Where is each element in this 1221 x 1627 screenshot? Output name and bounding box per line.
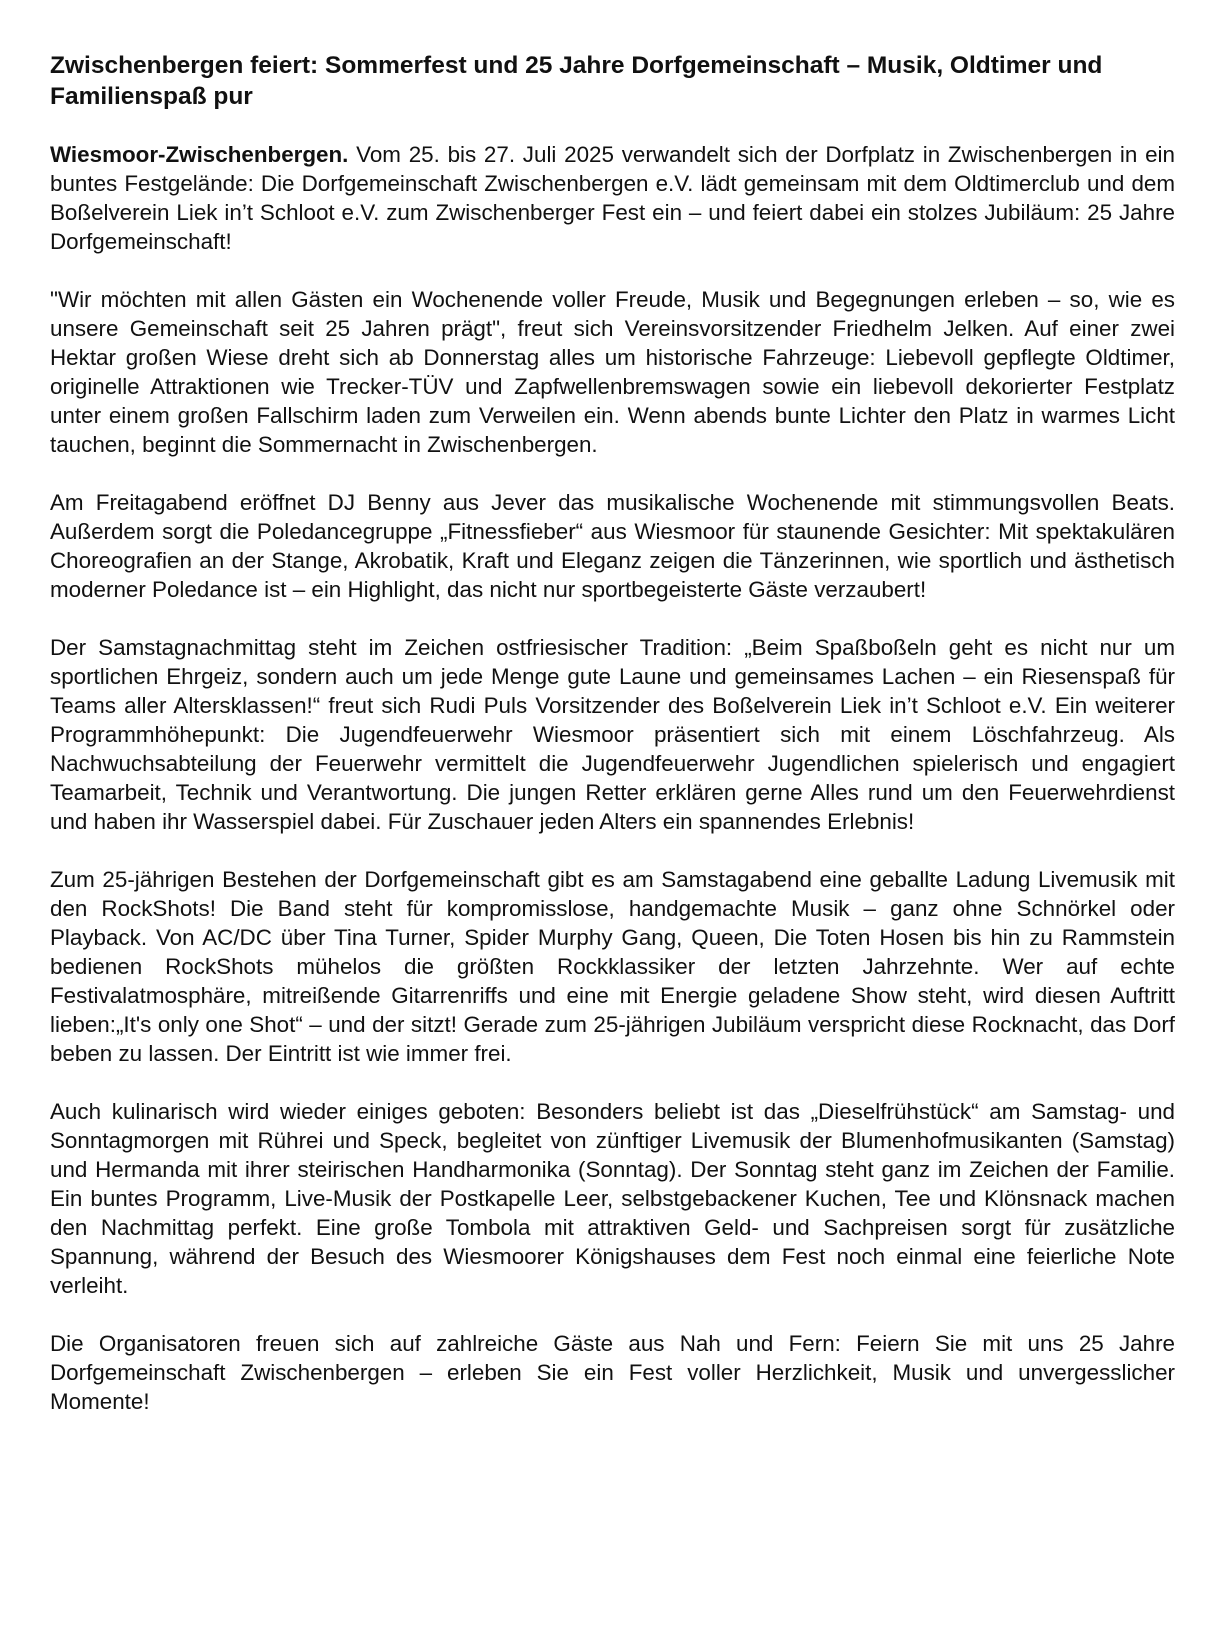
paragraph-saturday-evening: Zum 25-jährigen Bestehen der Dorfgemeinschaft gibt es am Samstagabend eine geballte Ladung Livemusik mit den RockShots! Die Band steht für kompromisslose, handgemachte Musik – ganz ohne Schnörkel oder Playback. Von AC/DC über Tina Turner, Spider Murphy Gang, Queen, Die Toten Hosen bis hin zu Rammstein bedienen RockShots mühelos die größten Rockklassiker der letzten Jahrzehnte. Wer auf echte Festivalatmosphäre, mitreißende Gitarrenriffs und eine mit Energie geladene Show steht, wird diesen Auftritt lieben:„It's only one Shot“ – und der sitzt! Gerade zum 25-jährigen Jubiläum verspricht diese Rocknacht, das Dorf beben zu lassen. Der Eintritt ist wie immer frei.	[50, 867, 1175, 1066]
paragraph-closing: Die Organisatoren freuen sich auf zahlreiche Gäste aus Nah und Fern: Feiern Sie mit uns 25 Jahre Dorfgemeinschaft Zwischenbergen – erleben Sie ein Fest voller Herzlichkeit, Musik und unvergesslicher Momente!	[50, 1331, 1175, 1414]
dateline: Wiesmoor-Zwischenbergen.	[50, 142, 349, 167]
lead-text: Vom 25. bis 27. Juli 2025 verwandelt sich der Dorfplatz in Zwischenbergen in ein buntes Festgelände: Die Dorfgemeinschaft Zwischenbergen e.V. lädt gemeinsam mit dem Oldtimerclub und dem Boßelverein Liek in’t Schloot e.V. zum Zwischenberger Fest ein – und feiert dabei ein stolzes Jubiläum: 25 Jahre Dorfgemeinschaft!	[50, 142, 1175, 254]
paragraph-quote-jelken: "Wir möchten mit allen Gästen ein Wochenende voller Freude, Musik und Begegnungen erleben – so, wie es unsere Gemeinschaft seit 25 Jahren prägt", freut sich Vereinsvorsitzender Friedhelm Jelken. Auf einer zwei Hektar großen Wiese dreht sich ab Donnerstag alles um historische Fahrzeuge: Liebevoll gepflegte Oldtimer, originelle Attraktionen wie Trecker-TÜV und Zapfwellenbremswagen sowie ein liebevoll dekorierter Festplatz unter einem großen Fallschirm laden zum Verweilen ein. Wenn abends bunte Lichter den Platz in warmes Licht tauchen, beginnt die Sommernacht in Zwischenbergen.	[50, 287, 1175, 457]
paragraph-culinary-sunday: Auch kulinarisch wird wieder einiges geboten: Besonders beliebt ist das „Dieselfrühstück“ am Samstag- und Sonntagmorgen mit Rührei und Speck, begleitet von zünftiger Livemusik der Blumenhofmusikanten (Samstag) und Hermanda mit ihrer steirischen Handharmonika (Sonntag). Der Sonntag steht ganz im Zeichen der Familie. Ein buntes Programm, Live-Musik der Postkapelle Leer, selbstgebackener Kuchen, Tee und Klönsnack machen den Nachmittag perfekt. Eine große Tombola mit attraktiven Geld- und Sachpreisen sorgt für zusätzliche Spannung, während der Besuch des Wiesmoorer Königshauses dem Fest noch einmal eine feierliche Note verleiht.	[50, 1099, 1175, 1298]
paragraph-saturday-afternoon: Der Samstagnachmittag steht im Zeichen ostfriesischer Tradition: „Beim Spaßboßeln geht es nicht nur um sportlichen Ehrgeiz, sondern auch um jede Menge gute Laune und gemeinsames Lachen – ein Riesenspaß für Teams aller Altersklassen!“ freut sich Rudi Puls Vorsitzender des Boßelverein Liek in’t Schloot e.V. Ein weiterer Programmhöhepunkt: Die Jugendfeuerwehr Wiesmoor präsentiert sich mit einem Löschfahrzeug. Als Nachwuchsabteilung der Feuerwehr vermittelt die Jugendfeuerwehr Jugendlichen spielerisch und engagiert Teamarbeit, Technik und Verantwortung. Die jungen Retter erklären gerne Alles rund um den Feuerwehrdienst und haben ihr Wasserspiel dabei. Für Zuschauer jeden Alters ein spannendes Erlebnis!	[50, 635, 1175, 834]
article-headline: Zwischenbergen feiert: Sommerfest und 25 Jahre Dorfgemeinschaft – Musik, Oldtimer und Familienspaß pur	[50, 52, 1103, 110]
lead-paragraph	[50, 140, 1175, 256]
paragraph-friday: Am Freitagabend eröffnet DJ Benny aus Jever das musikalische Wochenende mit stimmungsvollen Beats. Außerdem sorgt die Poledancegruppe „Fitnessfieber“ aus Wiesmoor für staunende Gesichter: Mit spektakulären Choreografien an der Stange, Akrobatik, Kraft und Eleganz zeigen die Tänzerinnen, wie sportlich und ästhetisch moderner Poledance ist – ein Highlight, das nicht nur sportbegeisterte Gäste verzaubert!	[50, 490, 1175, 602]
